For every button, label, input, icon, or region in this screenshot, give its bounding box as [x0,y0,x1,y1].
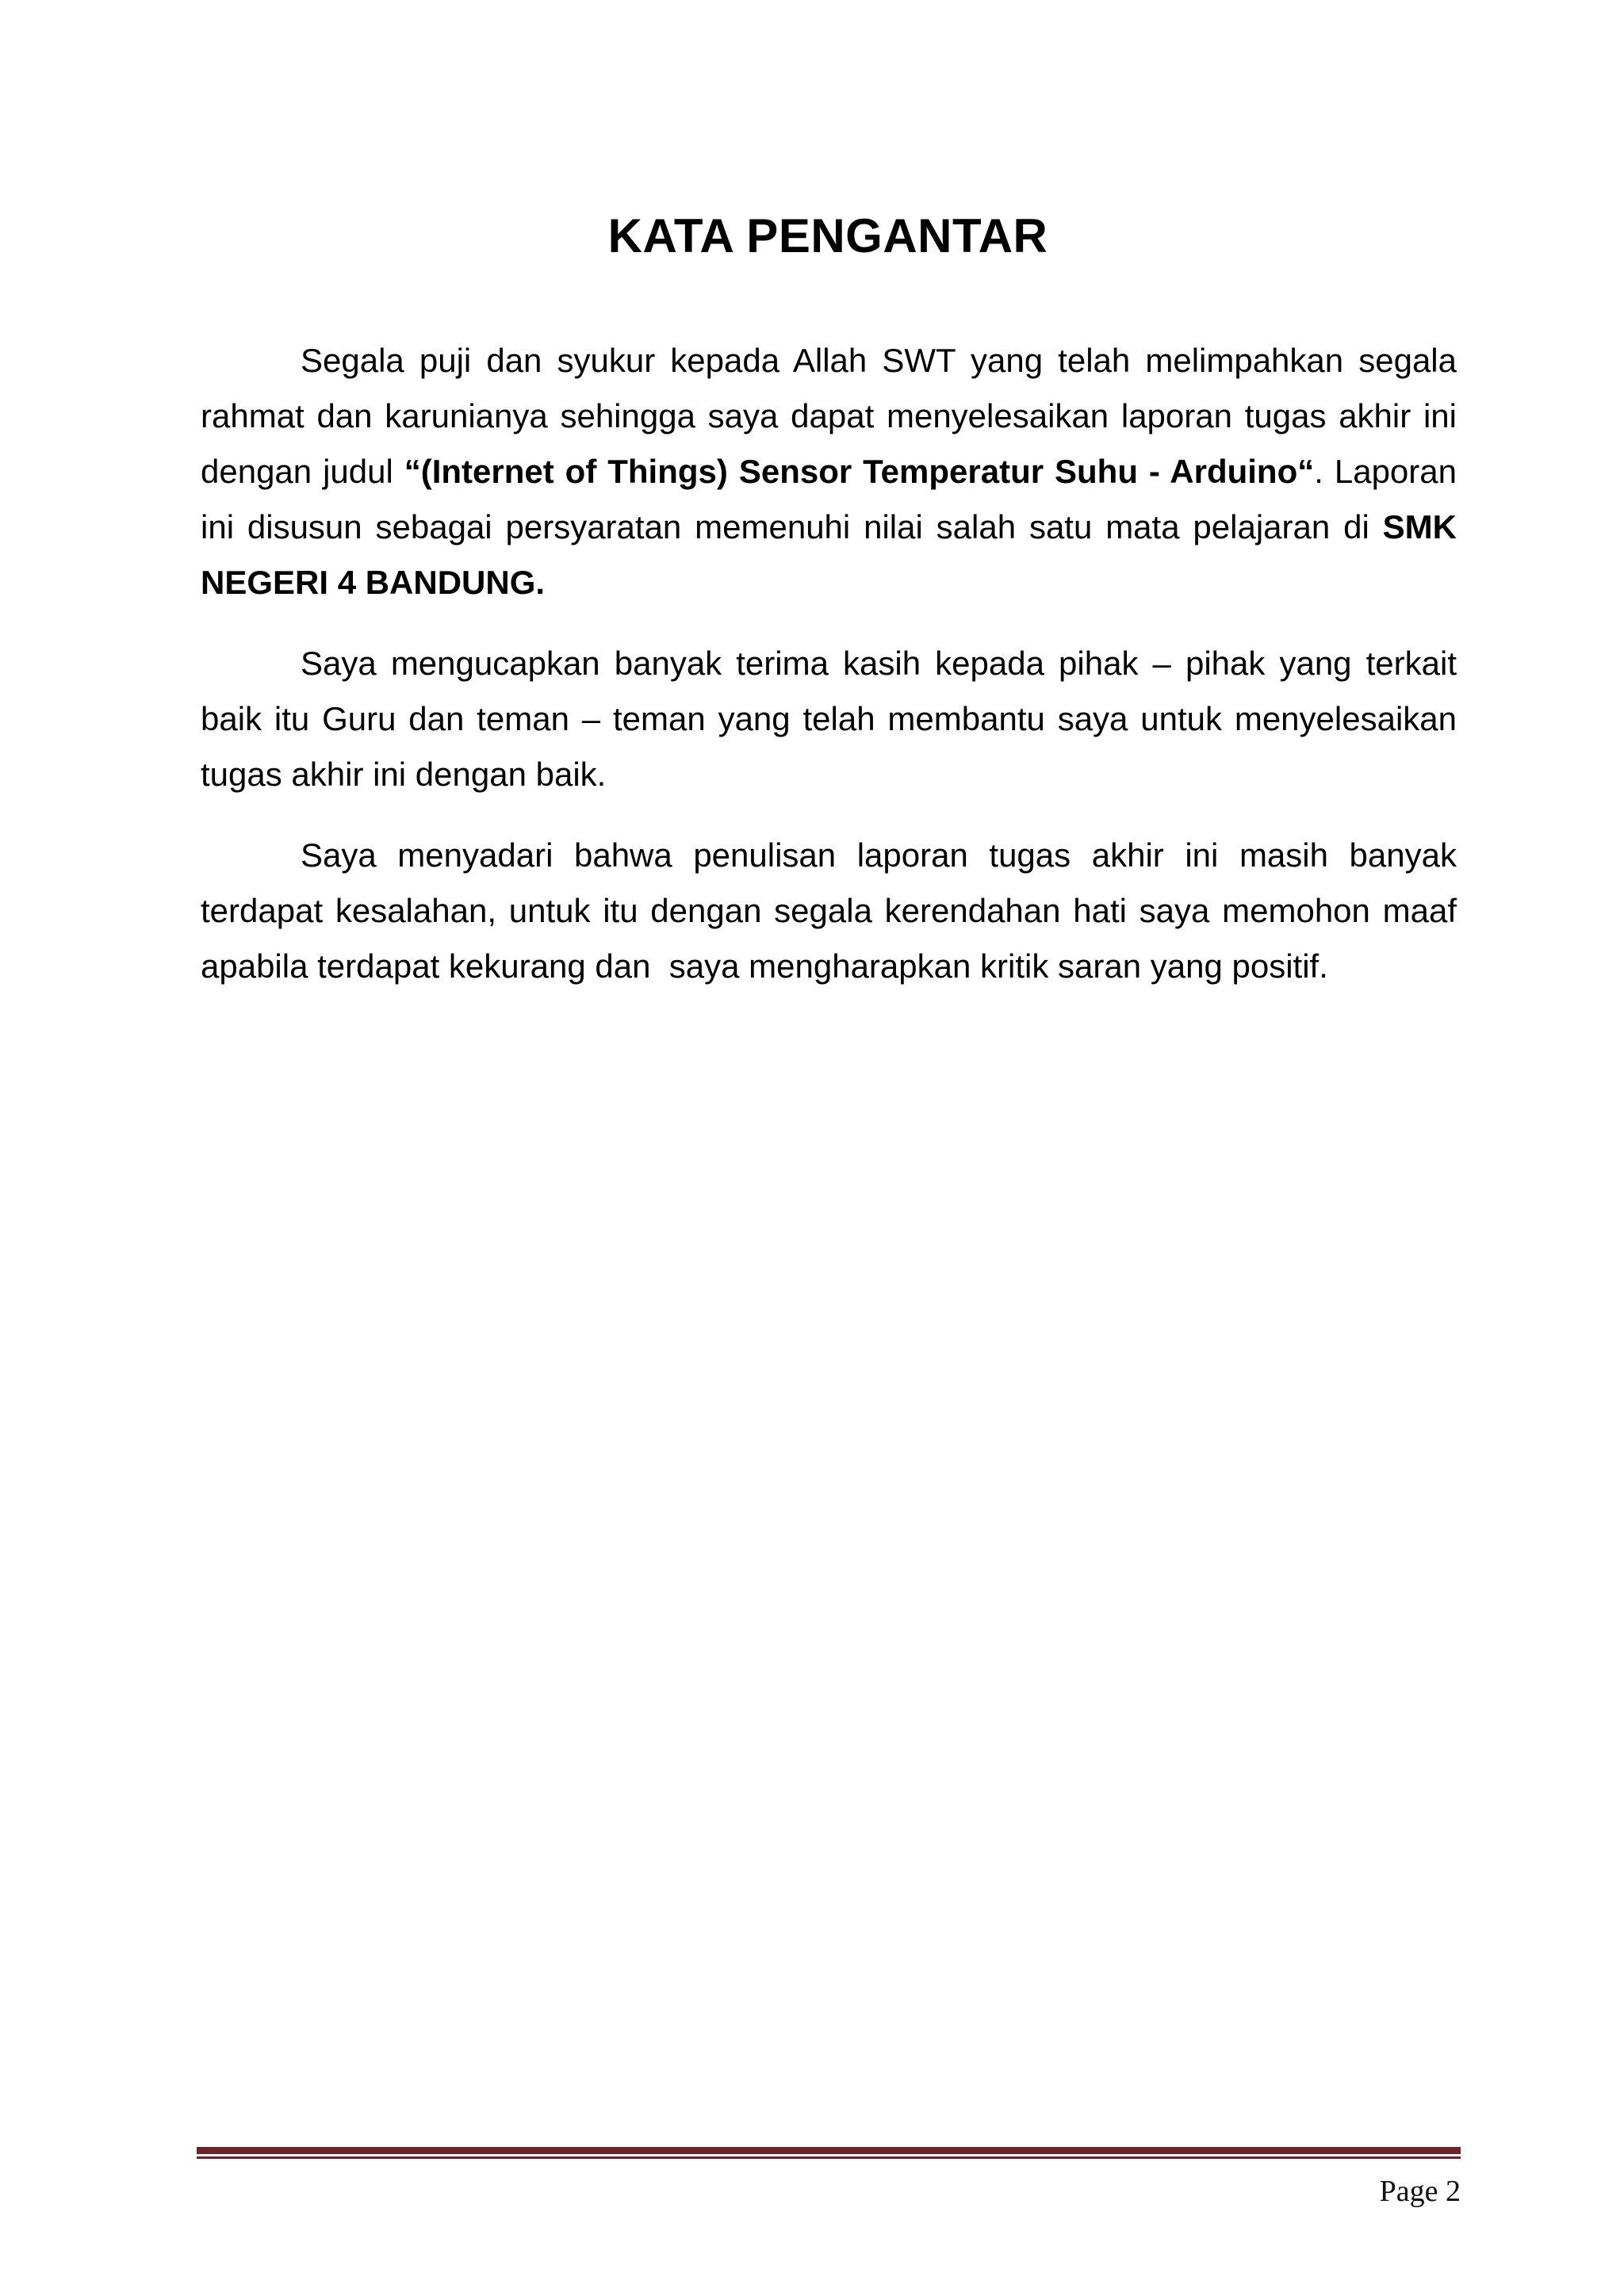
paragraph-1-text-a: Segala puji dan syukur kepada Allah SWT yang telah melimpahkan segala rahmat dan karunianya sehingga saya dapat menyelesaikan laporan tugas akhir ini dengan judul [201,342,1457,490]
footer-divider-thin [197,2156,1461,2159]
body-text [201,333,1466,1020]
school-name-bold: SMK NEGERI 4 BANDUNG. [201,508,1457,601]
page-number: Page 2 [1379,2175,1461,2208]
paragraph-3 [201,828,1466,994]
paragraph-1 [201,333,1457,610]
paragraph-2 [201,636,1457,802]
paragraph-2-text: Saya mengucapkan banyak terima kasih kepada pihak – pihak yang terkait baik itu Guru dan teman – teman yang telah membantu saya untuk menyelesaikan tugas akhir ini dengan baik. [201,645,1457,793]
page-title: KATA PENGANTAR [607,209,1048,262]
paragraph-1-text-b: . Laporan ini disusun sebagai persyaratan memenuhi nilai salah satu mata pelajaran di [201,453,1457,545]
footer-divider-thick [197,2147,1461,2154]
paragraph-3-text: Saya menyadari bahwa penulisan laporan tugas akhir ini masih banyak terdapat kesalahan, untuk itu dengan segala kerendahan hati saya memohon maaf apabila terdapat kekurang dan saya mengharapkan kritik saran yang positif. [201,836,1466,985]
footer-divider [197,2147,1461,2159]
report-title-bold: “(Internet of Things) Sensor Temperatur Suhu - Arduino“ [404,453,1315,490]
